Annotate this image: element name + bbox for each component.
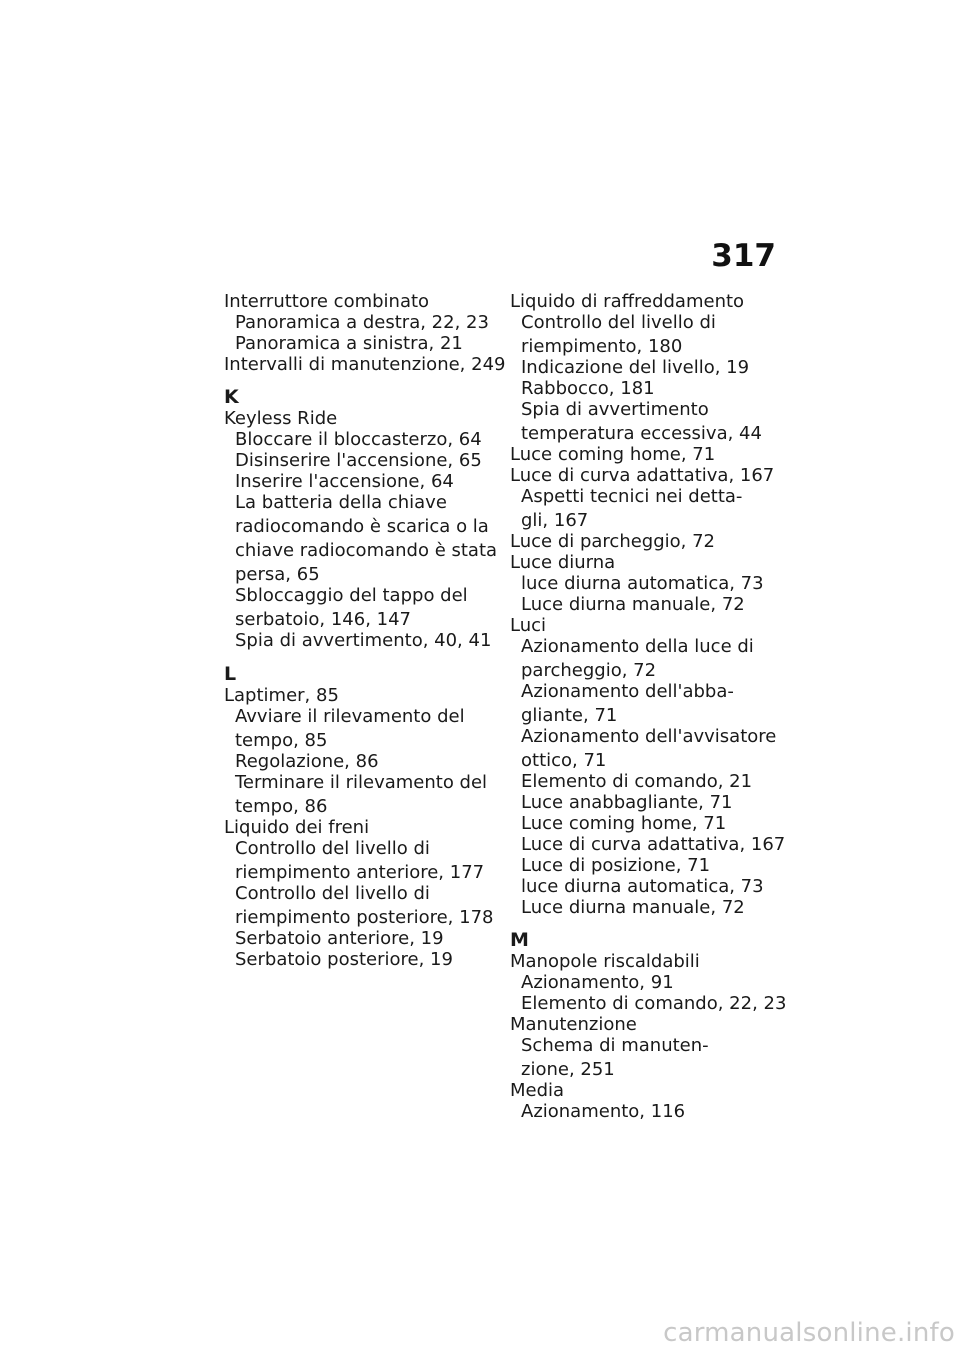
index-subentry-cont: chiave radiocomando è stata [235,540,498,561]
index-subentry: Bloccare il bloccasterzo, 64 [235,429,482,450]
index-subentry-cont: zione, 251 [521,1059,615,1080]
index-subentry: Terminare il rilevamento del [235,772,488,793]
index-entry: Media [510,1080,565,1101]
index-subentry: Azionamento dell'abba- [521,681,734,702]
index-entry: Liquido dei freni [224,817,370,838]
index-subentry: Luce anabbagliante, 71 [521,792,733,813]
index-subentry: Azionamento, 116 [521,1101,686,1122]
index-subentry: Serbatoio anteriore, 19 [235,928,444,949]
index-entry: Interruttore combinato [224,291,430,312]
index-entry: Luce di parcheggio, 72 [510,531,716,552]
index-subentry: Controllo del livello di [235,883,430,904]
index-entry: Liquido di raffreddamento [510,291,745,312]
index-subentry: Luce di posizione, 71 [521,855,711,876]
index-subentry: Luce di curva adattativa, 167 [521,834,786,855]
index-subentry: Controllo del livello di [235,838,430,859]
index-entry: Intervalli di manutenzione, 249 [224,354,506,375]
index-subentry-cont: gliante, 71 [521,705,618,726]
index-subentry: Serbatoio posteriore, 19 [235,949,453,970]
index-subentry: La batteria della chiave [235,492,447,513]
index-subentry-cont: gli, 167 [521,510,589,531]
index-subentry-cont: persa, 65 [235,564,320,585]
index-subentry: Indicazione del livello, 19 [521,357,750,378]
index-subentry: Inserire l'accensione, 64 [235,471,454,492]
index-subentry: Panoramica a destra, 22, 23 [235,312,489,333]
index-subentry-cont: temperatura eccessiva, 44 [521,423,762,444]
index-entry: Luce diurna [510,552,616,573]
index-subentry: Rabbocco, 181 [521,378,655,399]
index-subentry-cont: tempo, 86 [235,796,328,817]
index-entry: Luce di curva adattativa, 167 [510,465,775,486]
index-subentry: Azionamento della luce di [521,636,754,657]
index-column-left [224,291,506,970]
index-subentry: Luce coming home, 71 [521,813,727,834]
index-subentry: Disinserire l'accensione, 65 [235,450,482,471]
index-entry: Manopole riscaldabili [510,951,700,972]
index-subentry: Regolazione, 86 [235,751,379,772]
index-entry: Keyless Ride [224,408,338,429]
index-subentry: Luce diurna manuale, 72 [521,897,745,918]
index-subentry-cont: riempimento anteriore, 177 [235,862,485,883]
index-subentry: Schema di manuten- [521,1035,709,1056]
section-letter-l: L [224,663,237,685]
page-number: 317 [711,238,776,274]
index-entry: Luce coming home, 71 [510,444,716,465]
index-subentry-cont: riempimento, 180 [521,336,683,357]
section-letter-k: K [224,386,239,408]
index-subentry-cont: riempimento posteriore, 178 [235,907,494,928]
index-subentry-cont: tempo, 85 [235,730,328,751]
index-entry: Manutenzione [510,1014,637,1035]
index-subentry-cont: parcheggio, 72 [521,660,657,681]
index-subentry: Spia di avvertimento [521,399,709,420]
index-column-right [510,291,787,1122]
index-subentry-cont: radiocomando è scarica o la [235,516,489,537]
index-subentry: Azionamento, 91 [521,972,674,993]
index-entry: Luci [510,615,547,636]
index-subentry: Luce diurna manuale, 72 [521,594,745,615]
index-subentry: Azionamento dell'avvisatore [521,726,777,747]
index-subentry: Avviare il rilevamento del [235,706,465,727]
index-subentry: Sbloccaggio del tappo del [235,585,468,606]
index-subentry: luce diurna automatica, 73 [521,573,764,594]
index-subentry-cont: ottico, 71 [521,750,607,771]
watermark: carmanualsonline.info [663,1318,955,1348]
index-subentry: luce diurna automatica, 73 [521,876,764,897]
index-subentry: Elemento di comando, 21 [521,771,753,792]
index-subentry: Elemento di comando, 22, 23 [521,993,787,1014]
index-subentry: Spia di avvertimento, 40, 41 [235,630,492,651]
index-entry: Laptimer, 85 [224,685,339,706]
index-subentry: Panoramica a sinistra, 21 [235,333,463,354]
section-letter-m: M [510,929,529,951]
index-subentry: Aspetti tecnici nei detta- [521,486,743,507]
index-subentry: Controllo del livello di [521,312,716,333]
index-subentry-cont: serbatoio, 146, 147 [235,609,411,630]
